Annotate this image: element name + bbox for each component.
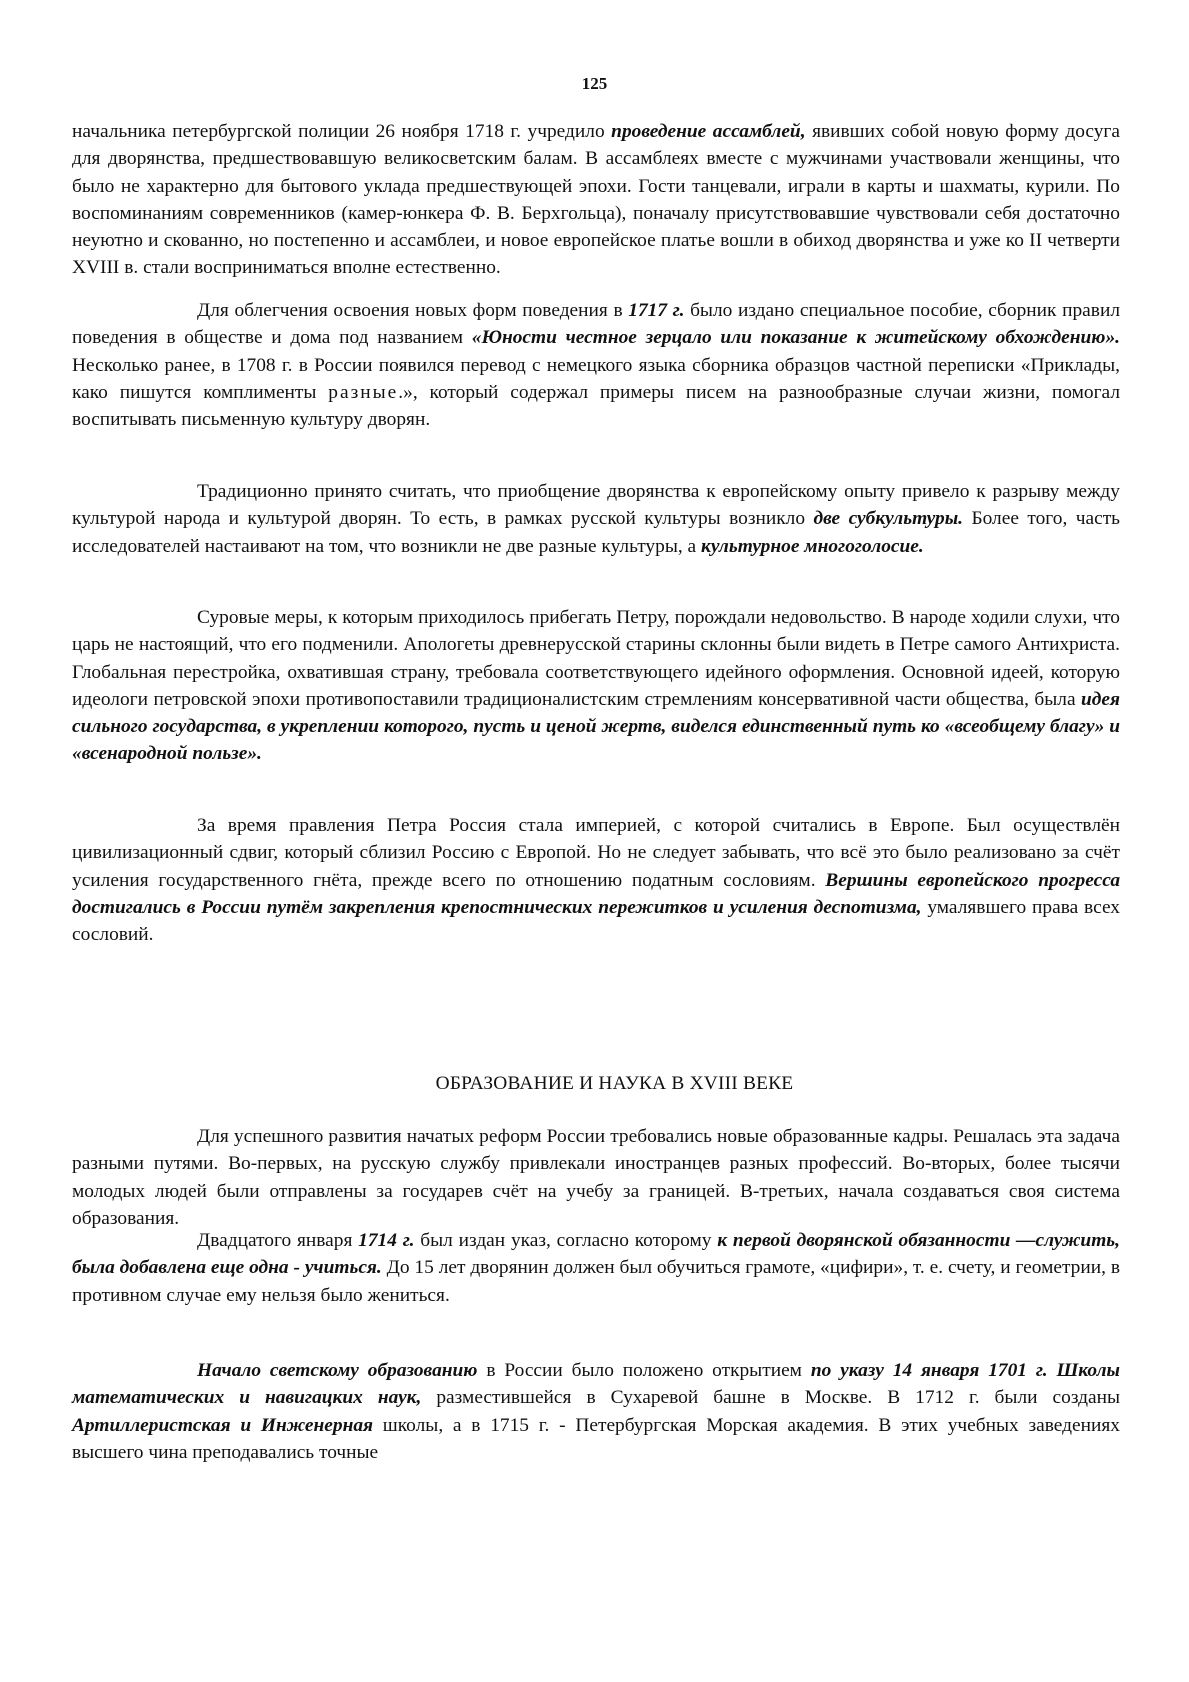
paragraph-behavior-rules: Для облегчения освоения новых форм поведения в 1717 г. было издано специальное пособие, сборник правил поведения в обществе и дома под названием «Юности честное зерцало или показание к житейскому обхождению». Несколько ранее, в 1708 г. в России появился перевод с немецкого языка сборника образцов частной переписки «Приклады, како пишутся комплименты разные.», который содержал примеры писем на разнообразные случаи жизни, помогал воспитывать письменную культуру дворян. [72, 300, 1120, 431]
emphasis: Вершины европейского прогресса достигались в России путём закрепления крепостнических пережитков и усиления деспотизма, [72, 869, 1121, 918]
emphasis: культурное многоголосие. [701, 535, 924, 557]
emphasis: 1717 г. [628, 300, 685, 321]
page-number: 125 [581, 74, 608, 93]
emphasis: идея сильного государства, в укреплении которого, пусть и ценой жертв, виделся единственный путь ко «всеобщему благу» и «всенародной пользе». [72, 688, 1120, 765]
emphasis: 1714 г. [358, 1230, 415, 1251]
emphasis: Начало светскому образованию [197, 1360, 478, 1381]
paragraph-education-cadres: Для успешного развития начатых реформ России требовались новые образованные кадры. Решалась эта задача разными путями. Во-первых, на русскую службу привлекали иностранцев разных профессий. Во-вторых, более тысячи молодых людей были отправлены за государев счёт на учебу за границей. В-третьих, начала создаваться своя система образования. [72, 1126, 1120, 1229]
paragraph-ideology: Суровые меры, к которым приходилось прибегать Петру, порождали недовольство. В народе ходили слухи, что царь не настоящий, что его подменили. Апологеты древнерусской старины склонны были видеть в Петре самого Антихриста. Глобальная перестройка, охватившая страну, требовала соответствующего идейного оформления. Основной идеей, которую идеологи петровской эпохи противопоставили традиционалистским стремлениям консервативной части общества, была идея сильного государства, в укреплении которого, пусть и ценой жертв, виделся единственный путь ко «всеобщему благу» и «всенародной пользе». [72, 607, 1120, 765]
paragraph-secular-education: Начало светскому образованию в России было положено открытием по указу 14 января 1701 г. Школы математических и навигацких наук, разместившейся в Сухаревой башне в Москве. В 1712 г. были созданы Артиллеристская и Инженерная школы, а в 1715 г. - Петербургская Морская академия. В этих учебных заведениях высшего чина преподавались точные [72, 1360, 1121, 1463]
paragraph-subcultures: Традиционно принято считать, что приобщение дворянства к европейскому опыту привело к разрыву между культурой народа и культурой дворян. То есть, в рамках русской культуры возникло две субкультуры. Более того, часть исследователей настаивают на том, что возникли не две разные культуры, а культурное многоголосие. [72, 481, 1121, 557]
emphasis: две субкультуры. [813, 508, 964, 530]
emphasis: проведение ассамблей, [611, 121, 806, 142]
emphasis: по указу 14 января 1701 г. Школы математических и навигацких наук, [72, 1360, 1121, 1409]
emphasis: к первой дворянской обязанности —служить, была добавлена еще одна - учиться. [72, 1230, 1120, 1279]
section-title: ОБРАЗОВАНИЕ И НАУКА В XVIII ВЕКЕ [435, 1073, 794, 1094]
emphasis: Артиллеристская и Инженерная [72, 1414, 374, 1436]
paragraph-empire: За время правления Петра Россия стала империей, с которой считались в Европе. Был осуществлён цивилизационный сдвиг, который сблизил Россию с Европой. Но не следует забывать, что всё это было реализовано за счёт усиления государственного гнёта, прежде всего по отношению податным сословиям. Вершины европейского прогресса достигались в России путём закрепления крепостнических пережитков и усиления деспотизма, умалявшего права всех сословий. [72, 815, 1121, 946]
paragraph-decree-1714: Двадцатого января 1714 г. был издан указ, согласно которому к первой дворянской обязанности —служить, была добавлена еще одна - учиться. До 15 лет дворянин должен был обучиться грамоте, «цифири», т. е. счету, и геометрии, в противном случае ему нельзя было жениться. [72, 1230, 1120, 1306]
paragraph-assemblies: начальника петербургской полиции 26 ноября 1718 г. учредило проведение ассамблей, явивших собой новую форму досуга для дворянства, предшествовавшую великосветским балам. В ассамблеях вместе с мужчинами участвовали женщины, что было не характерно для бытового уклада предшествующей эпохи. Гости танцевали, играли в карты и шахматы, курили. По воспоминаниям современников (камер-юнкера Ф. В. Берхгольца), поначалу присутствовавшие чувствовали себя достаточно неуютно и скованно, но постепенно и ассамблеи, и новое европейское платье вошли в обиход дворянства и уже ко II четверти XVIII в. стали восприниматься вполне естественно. [72, 121, 1120, 279]
emphasis: «Юности честное зерцало или показание к житейскому обхождению». [471, 327, 1120, 349]
